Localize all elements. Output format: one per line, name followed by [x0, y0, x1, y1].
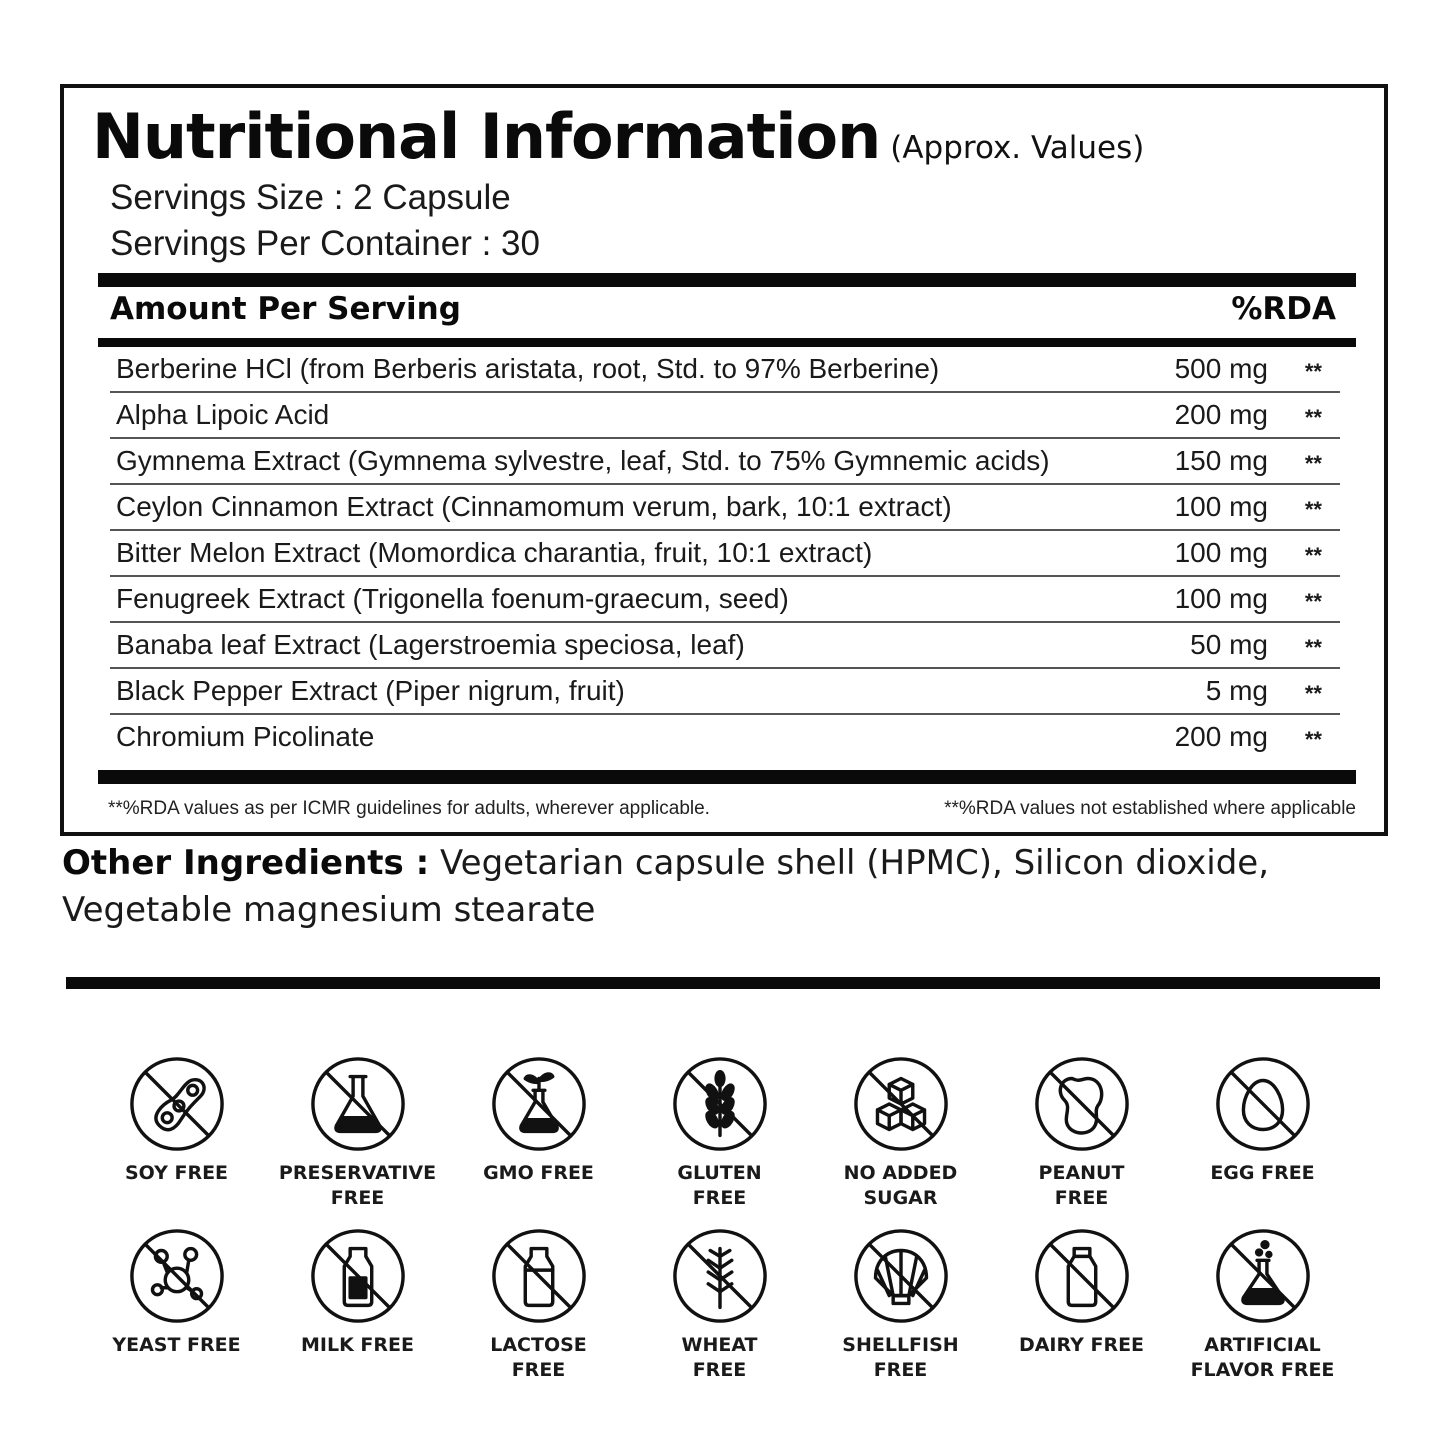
nutrient-name: Black Pepper Extract (Piper nigrum, fruit)	[116, 675, 625, 706]
badge-label: ARTIFICIAL FLAVOR FREE	[1190, 1334, 1335, 1381]
dairy-bottle-icon	[1033, 1227, 1131, 1325]
table-row	[110, 623, 1340, 669]
nutrient-name: Ceylon Cinnamon Extract (Cinnamomum verum, bark, 10:1 extract)	[116, 491, 952, 522]
wheat-grain-icon	[671, 1055, 769, 1153]
header-amount: Amount Per Serving	[110, 291, 461, 327]
divider-bottom	[98, 770, 1356, 784]
nutrient-amount: 200 mg	[1174, 721, 1268, 752]
section-divider	[66, 977, 1380, 989]
divider-header	[98, 338, 1356, 347]
title-line	[92, 100, 1144, 173]
soy-bean-icon	[128, 1055, 226, 1153]
sugar-cubes-icon	[852, 1055, 950, 1153]
badge-shellfish-free	[810, 1227, 991, 1399]
wheat-icon	[671, 1227, 769, 1325]
nutrient-amount: 50 mg	[1190, 629, 1268, 660]
badge-label: GMO FREE	[483, 1162, 594, 1184]
nutrient-rda: **	[1304, 451, 1322, 476]
badge-label: SHELLFISH FREE	[842, 1334, 959, 1381]
nutrient-name: Chromium Picolinate	[116, 721, 375, 752]
nutrient-table	[110, 347, 1340, 761]
nutrient-name: Berberine HCl (from Berberis aristata, root, Std. to 97% Berberine)	[116, 353, 940, 384]
badge-label: EGG FREE	[1210, 1162, 1315, 1184]
nutrient-rda: **	[1304, 727, 1322, 752]
nutrient-name: Alpha Lipoic Acid	[116, 399, 330, 430]
nutrient-amount: 200 mg	[1174, 399, 1268, 430]
nutrient-amount: 100 mg	[1174, 583, 1268, 614]
egg-icon	[1214, 1055, 1312, 1153]
badge-label: DAIRY FREE	[1018, 1334, 1145, 1356]
gmo-flask-icon	[490, 1055, 588, 1153]
badge-wheat-free	[629, 1227, 810, 1399]
badge-soy-free	[86, 1055, 267, 1227]
nutrient-rda: **	[1304, 497, 1322, 522]
flask-icon	[309, 1055, 407, 1153]
peanut-icon	[1033, 1055, 1131, 1153]
badge-peanut-free	[991, 1055, 1172, 1227]
badge-gmo-free	[448, 1055, 629, 1227]
table-row	[110, 577, 1340, 623]
badge-no-added-sugar	[810, 1055, 991, 1227]
other-ingredients-text: Vegetarian capsule shell (HPMC), Silicon dioxide, Vegetable magnesium stearate	[62, 843, 1270, 930]
lactose-bottle-icon	[490, 1227, 588, 1325]
badge-dairy-free	[991, 1227, 1172, 1399]
nutrient-amount: 5 mg	[1205, 675, 1268, 706]
nutrient-rda: **	[1304, 635, 1322, 660]
badge-label: PRESERVATIVE FREE	[278, 1162, 437, 1209]
footnote-left: **%RDA values as per ICMR guidelines for adults, wherever applicable.	[108, 798, 710, 819]
nutrient-rda: **	[1304, 589, 1322, 614]
badge-label: NO ADDED SUGAR	[843, 1162, 958, 1209]
other-ingredients	[62, 840, 1362, 934]
serving-size: Servings Size : 2 Capsule	[110, 178, 511, 217]
table-row	[110, 485, 1340, 531]
page-title: Nutritional Information	[92, 100, 881, 173]
badge-label: LACTOSE FREE	[490, 1334, 587, 1381]
badge-gluten-free	[629, 1055, 810, 1227]
header-rda: %RDA	[1231, 291, 1336, 327]
servings-per-container: Servings Per Container : 30	[110, 224, 540, 263]
other-ingredients-label: Other Ingredients :	[62, 843, 430, 883]
nutrient-name: Bitter Melon Extract (Momordica charantia, fruit, 10:1 extract)	[116, 537, 873, 568]
table-row	[110, 347, 1340, 393]
table-row	[110, 439, 1340, 485]
badge-lactose-free	[448, 1227, 629, 1399]
nutrient-rda: **	[1304, 681, 1322, 706]
table-row	[110, 669, 1340, 715]
badge-label: YEAST FREE	[112, 1334, 241, 1356]
yeast-icon	[128, 1227, 226, 1325]
badge-milk-free	[267, 1227, 448, 1399]
footnote-right: **%RDA values not established where applicable	[944, 798, 1356, 819]
badge-yeast-free	[86, 1227, 267, 1399]
table-row	[110, 531, 1340, 577]
table-row	[110, 393, 1340, 439]
milk-bottle-icon	[309, 1227, 407, 1325]
nutrient-rda: **	[1304, 359, 1322, 384]
nutrient-rda: **	[1304, 543, 1322, 568]
nutrient-amount: 100 mg	[1174, 491, 1268, 522]
nutrient-amount: 100 mg	[1174, 537, 1268, 568]
nutrient-name: Banaba leaf Extract (Lagerstroemia speciosa, leaf)	[116, 629, 745, 660]
nutrient-rda: **	[1304, 405, 1322, 430]
badge-egg-free	[1172, 1055, 1353, 1227]
badge-preservative-free	[267, 1055, 448, 1227]
nutrient-name: Fenugreek Extract (Trigonella foenum-graecum, seed)	[116, 583, 789, 614]
nutrition-panel	[60, 84, 1388, 836]
title-note: (Approx. Values)	[890, 130, 1145, 166]
badge-artificial-flavor-free	[1172, 1227, 1353, 1399]
nutrient-amount: 150 mg	[1174, 445, 1268, 476]
table-row	[110, 715, 1340, 761]
nutrient-amount: 500 mg	[1174, 353, 1268, 384]
badge-label: WHEAT FREE	[681, 1334, 758, 1381]
chemical-flask-icon	[1214, 1227, 1312, 1325]
free-from-badges	[86, 1055, 1356, 1399]
badge-label: GLUTEN FREE	[677, 1162, 762, 1209]
divider-top	[98, 273, 1356, 287]
badge-label: SOY FREE	[124, 1162, 229, 1184]
shell-icon	[852, 1227, 950, 1325]
badge-label: PEANUT FREE	[1038, 1162, 1125, 1209]
badge-label: MILK FREE	[301, 1334, 414, 1356]
nutrient-name: Gymnema Extract (Gymnema sylvestre, leaf, Std. to 75% Gymnemic acids)	[116, 445, 1050, 476]
